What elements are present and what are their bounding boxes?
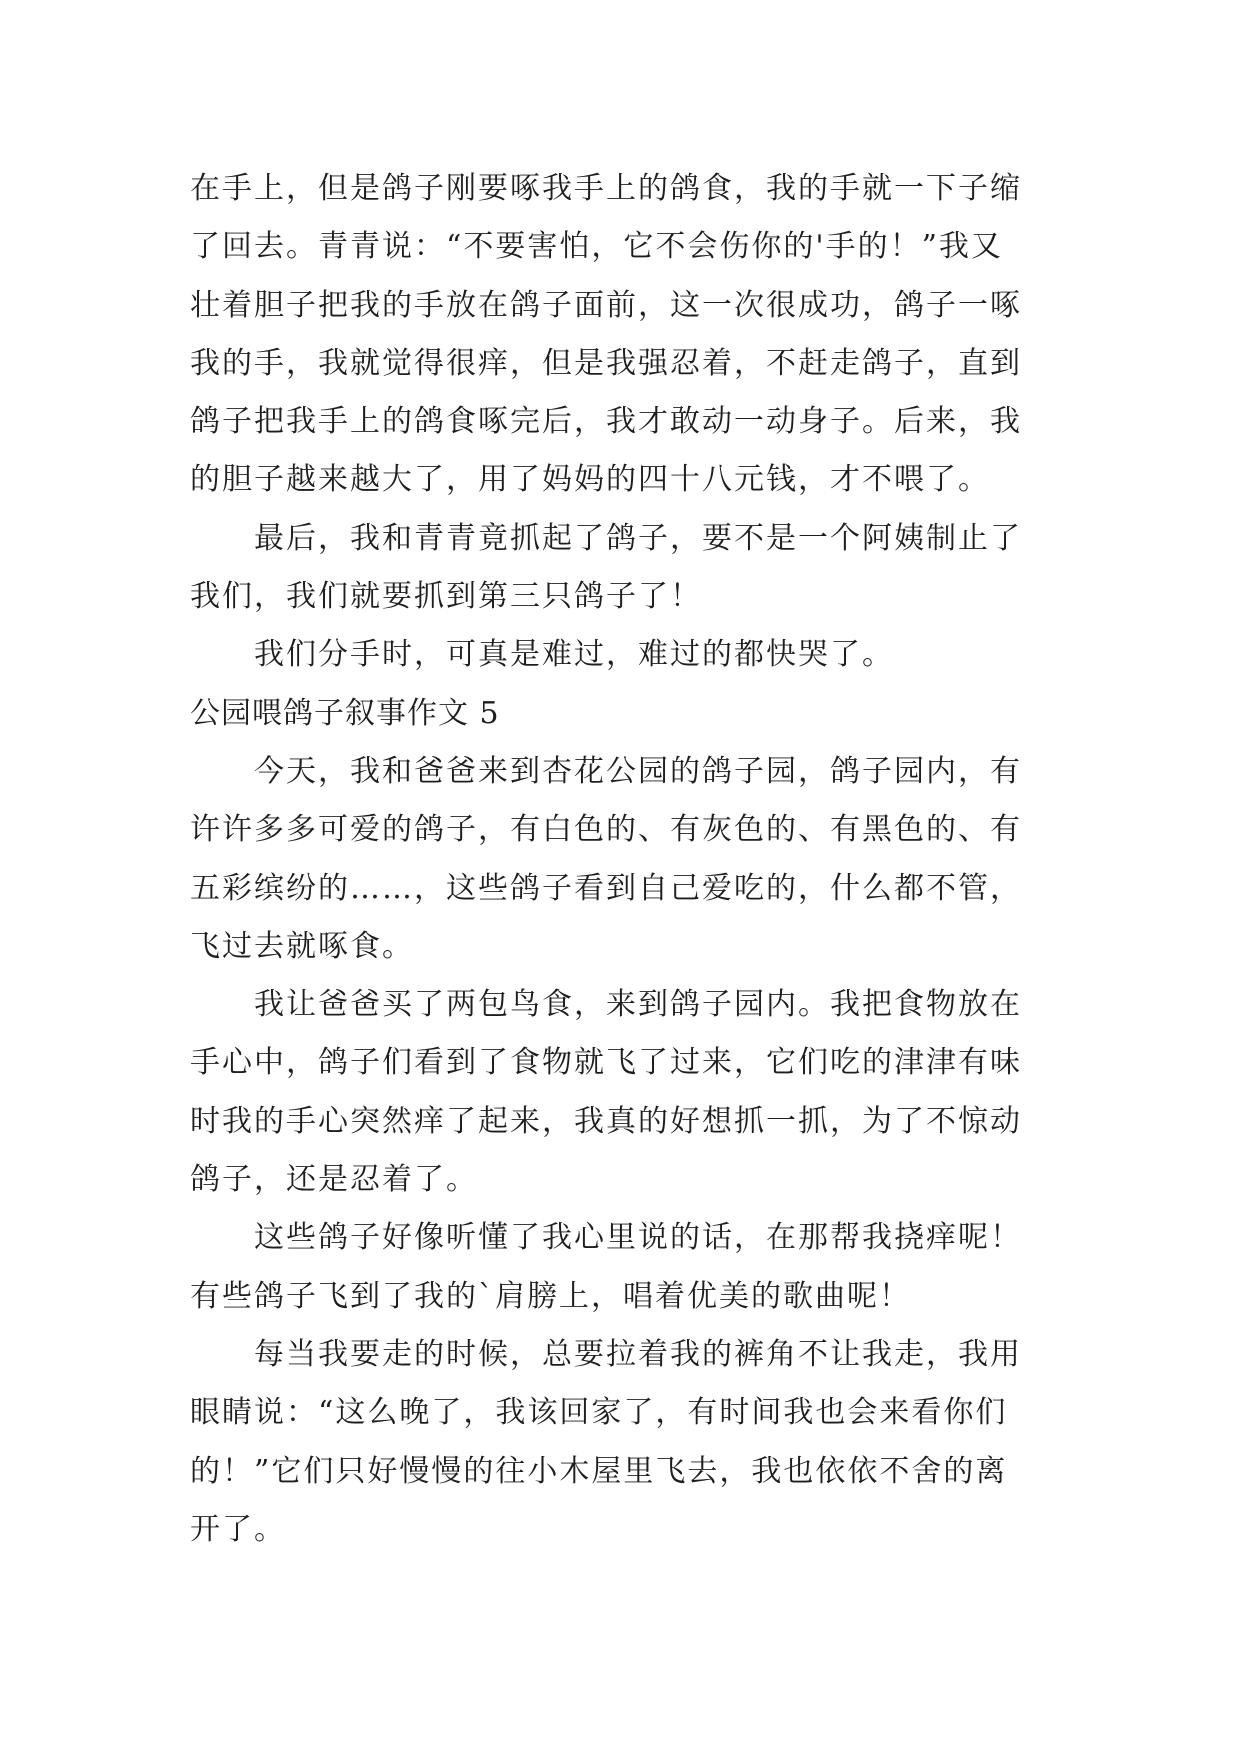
text-line: 五彩缤纷的……，这些鸽子看到自己爱吃的，什么都不管， bbox=[190, 870, 1022, 906]
section-heading: 公园喂鸽子叙事作文 5 bbox=[190, 695, 500, 731]
text-line: 我的手，我就觉得很痒，但是我强忍着，不赶走鸽子，直到 bbox=[190, 345, 1022, 381]
text-line: 时我的手心突然痒了起来，我真的好想抓一抓，为了不惊动 bbox=[190, 1103, 1022, 1139]
paragraph-start-line: 最后，我和青青竟抓起了鸽子，要不是一个阿姨制止了 bbox=[254, 520, 1022, 556]
paragraph-start-line: 今天，我和爸爸来到杏花公园的鸽子园，鸽子园内，有 bbox=[254, 753, 1022, 789]
text-line: 在手上，但是鸽子刚要啄我手上的鸽食，我的手就一下子缩 bbox=[190, 171, 1022, 206]
paragraph-start-line: 每当我要走的时候，总要拉着我的裤角不让我走，我用 bbox=[254, 1336, 1022, 1372]
text-line: 了回去。青青说：“不要害怕，它不会伤你的'手的！”我又 bbox=[190, 229, 1003, 265]
text-line: 壮着胆子把我的手放在鸽子面前，这一次很成功，鸽子一啄 bbox=[190, 287, 1022, 323]
text-line: 鸽子，还是忍着了。 bbox=[190, 1162, 478, 1198]
text-line: 眼睛说：“这么晚了，我该回家了，有时间我也会来看你们 bbox=[190, 1395, 1008, 1431]
text-line: 鸽子把我手上的鸽食啄完后，我才敢动一动身子。后来，我 bbox=[190, 404, 1022, 440]
text-line: 开了。 bbox=[190, 1511, 286, 1547]
text-line: 有些鸽子飞到了我的`肩膀上，唱着优美的歌曲呢！ bbox=[190, 1278, 911, 1314]
text-line: 许许多多可爱的鸽子，有白色的、有灰色的、有黑色的、有 bbox=[190, 812, 1022, 848]
paragraph-start-line: 我让爸爸买了两包鸟食，来到鸽子园内。我把食物放在 bbox=[254, 987, 1022, 1023]
text-line: 飞过去就啄食。 bbox=[190, 928, 414, 964]
paragraph-start-line: 我们分手时，可真是难过，难过的都快哭了。 bbox=[254, 637, 894, 673]
paragraph-start-line: 这些鸽子好像听懂了我心里说的话，在那帮我挠痒呢！ bbox=[254, 1220, 1022, 1256]
text-line: 我们，我们就要抓到第三只鸽子了！ bbox=[190, 579, 702, 615]
text-line: 的！”它们只好慢慢的往小木屋里飞去，我也依依不舍的离 bbox=[190, 1453, 1008, 1489]
text-line: 手心中，鸽子们看到了食物就飞了过来，它们吃的津津有味 bbox=[190, 1045, 1022, 1081]
text-line: 的胆子越来越大了，用了妈妈的四十八元钱，才不喂了。 bbox=[190, 462, 990, 498]
essay-text bbox=[190, 160, 1070, 1559]
